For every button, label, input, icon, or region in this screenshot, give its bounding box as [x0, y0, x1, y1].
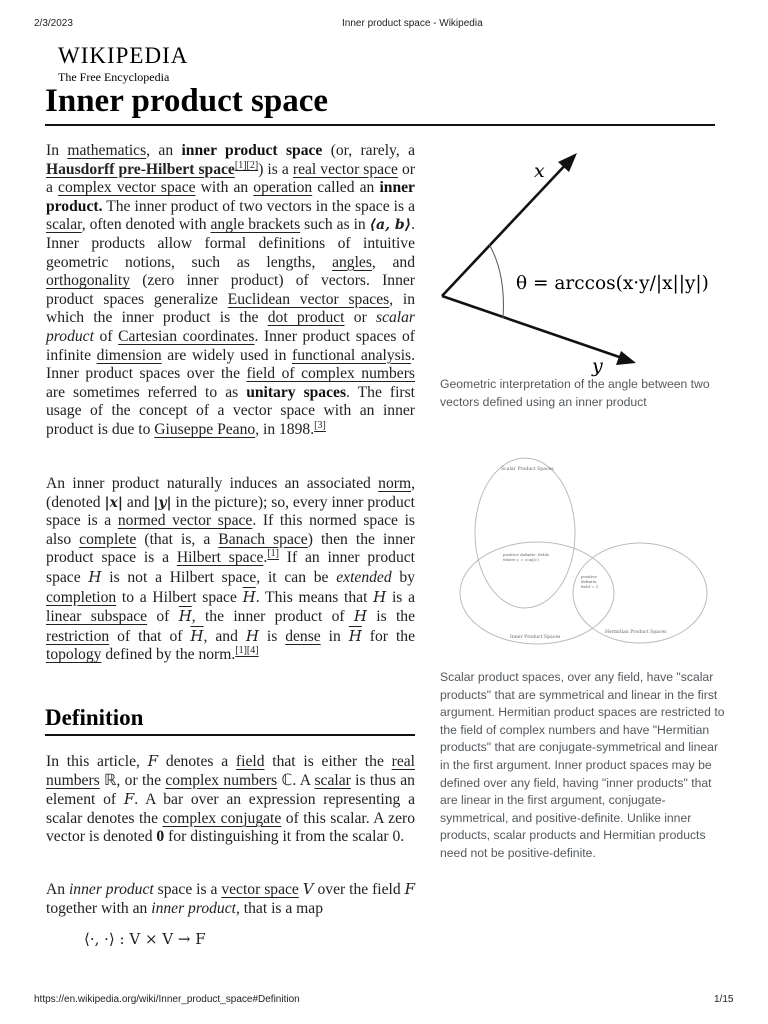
- link-angle-brackets[interactable]: angle brackets: [210, 216, 301, 234]
- vector-y-line: [442, 296, 628, 360]
- intro-paragraph-2: An inner product naturally induces an associated norm, (denoted |x| and |y| in the picture); so, every inner product space is a normed vector space. If this normed space is also complete (that is, a Banach space) then the inner product space is a Hilbert space.[1] If an inner product space H is not a Hilbert space, it can be extended by completion to a Hilbert space $\overline{H}$. This means that H is a linear subspace of $\overline{H}$, the inner product of H is the restriction of that of $\overline{H}$, and H is dense in $\overline{H}$ for the topology defined by the norm.[1][4]: [46, 475, 416, 664]
- label-right-line-3: field = C: [581, 584, 599, 589]
- link-euclidean-vector-spaces[interactable]: Euclidean vector spaces: [227, 290, 390, 308]
- citation-1-4[interactable]: [1][4]: [235, 645, 259, 657]
- label-right-line-1: positive: [581, 574, 597, 579]
- term-inner-product: inner product.: [46, 179, 415, 215]
- print-page-number: 1/15: [714, 994, 734, 1005]
- label-scalar-product-spaces: Scalar Product Spaces: [501, 467, 554, 472]
- link-dot-product[interactable]: dot product: [267, 309, 345, 327]
- link-dimension[interactable]: dimension: [96, 346, 162, 364]
- logo-tagline: The Free Encyclopedia: [58, 70, 170, 84]
- link-hilbert-space[interactable]: Hilbert space: [176, 549, 264, 567]
- logo-wordmark: WIKIPEDIA: [58, 43, 189, 68]
- link-vector-space[interactable]: vector space: [221, 881, 299, 898]
- link-functional-analysis[interactable]: functional analysis: [292, 346, 412, 364]
- link-mathematics[interactable]: mathematics: [67, 142, 147, 159]
- link-field-of-complex-numbers[interactable]: field of complex numbers: [246, 365, 415, 383]
- label-inner-product-spaces: Inner Product Spaces: [510, 635, 561, 640]
- link-complex-conjugate[interactable]: complex conjugate: [162, 809, 282, 827]
- figure-caption-1: Geometric interpretation of the angle between two vectors defined using an inner product: [440, 377, 710, 409]
- vector-y-arrowhead: [616, 351, 636, 365]
- link-real-vector-space[interactable]: real vector space: [292, 160, 398, 178]
- inner-product-map-formula: ⟨·, ·⟩ : V × V → F: [84, 930, 206, 948]
- link-cartesian-coordinates[interactable]: Cartesian coordinates: [118, 327, 255, 345]
- link-real-numbers[interactable]: real numbers: [46, 753, 415, 789]
- link-angles[interactable]: angles: [332, 253, 372, 271]
- label-x: x: [534, 160, 545, 182]
- label-hermitian-product-spaces: Hermitian Product Spaces: [605, 630, 667, 635]
- angle-arc: [489, 244, 503, 318]
- citation-1-2[interactable]: [1][2]: [234, 159, 259, 171]
- product-spaces-venn-diagram[interactable]: [455, 452, 715, 652]
- link-complete[interactable]: complete: [79, 530, 137, 548]
- definition-paragraph-1: In this article, F denotes a field that is either the real numbers ℝ, or the complex numbers ℂ. A scalar is thus an element of F. A bar over an expression representing a scalar denotes the complex conjugate of this scalar. A zero vector is denoted 0 for distinguishing it from the scalar 0.: [46, 752, 415, 846]
- link-banach-space[interactable]: Banach space: [218, 530, 308, 548]
- section-heading-definition: Definition: [45, 705, 144, 730]
- term-unitary-spaces: unitary spaces: [246, 383, 347, 401]
- angle-formula: θ = arccos(x·y/|x||y|): [516, 273, 709, 294]
- label-y: y: [592, 355, 603, 377]
- link-topology[interactable]: topology: [46, 646, 102, 664]
- link-linear-subspace[interactable]: linear subspace: [46, 608, 148, 626]
- definition-paragraph-2: An inner product space is a vector space V over the field F together with an inner product, that is a map: [46, 880, 415, 917]
- link-normed-vector-space[interactable]: normed vector space: [117, 512, 253, 530]
- link-restriction[interactable]: restriction: [46, 627, 110, 645]
- link-operation[interactable]: operation: [253, 179, 313, 197]
- math-angle-ab: ⟨a, b⟩: [369, 217, 412, 234]
- link-complex-numbers[interactable]: complex numbers: [165, 771, 278, 789]
- print-date: 2/3/2023: [34, 18, 73, 29]
- print-url: https://en.wikipedia.org/wiki/Inner_product_space#Definition: [34, 994, 300, 1005]
- link-scalar-2[interactable]: scalar: [314, 771, 351, 789]
- link-orthogonality[interactable]: orthogonality: [46, 272, 131, 290]
- label-center-line-2: where c = conj(c): [503, 557, 539, 562]
- circle-scalar-product-spaces: [475, 458, 575, 608]
- label-right-line-2: definite,: [581, 579, 598, 584]
- citation-3[interactable]: [3]: [314, 419, 326, 431]
- link-scalar[interactable]: scalar: [46, 216, 82, 234]
- label-center-line-1: positive definite, fields: [503, 552, 549, 557]
- print-page-title: Inner product space - Wikipedia: [342, 18, 483, 29]
- term-inner-product-space: inner product space: [181, 142, 323, 159]
- link-dense[interactable]: dense: [285, 627, 321, 645]
- link-hausdorff-pre-hilbert-space[interactable]: Hausdorff pre-Hilbert space: [46, 160, 235, 178]
- page-title: Inner product space: [45, 83, 328, 119]
- link-complex-vector-space[interactable]: complex vector space: [58, 179, 196, 197]
- link-norm[interactable]: norm: [378, 475, 412, 492]
- figure-caption-2: Scalar product spaces, over any field, have "scalar products" that are symmetrical and linear in the first argument. Hermitian product spaces are restricted to the field of complex numbers and have "Hermitian products" that are conjugate-symmetrical and linear in the first argument. Inner product spaces may be defined over any field, having "inner products" that are linear in the first argument, conjugate-symmetrical, and positive-definite. Unlike inner products, scalar products and Hermitian products need not be positive-definite.: [440, 670, 725, 860]
- link-field[interactable]: field: [235, 753, 265, 770]
- angle-interpretation-figure[interactable]: [430, 140, 735, 380]
- link-completion[interactable]: completion: [46, 588, 117, 606]
- section-divider: [45, 734, 415, 736]
- citation-1[interactable]: [1]: [267, 548, 279, 560]
- wikipedia-logo[interactable]: [58, 44, 188, 85]
- link-giuseppe-peano[interactable]: Giuseppe Peano: [154, 420, 256, 438]
- title-divider: [45, 124, 715, 126]
- intro-paragraph-1: In mathematics, an inner product space (or, rarely, a Hausdorff pre-Hilbert space[1][2]) is a real vector space or a complex vector space with an operation called an inner product. The inner product of two vectors in the space is a scalar, often denoted with angle brackets such as in ⟨a, b⟩. Inner products allow formal definitions of intuitive geometric notions, such as lengths, angles, and orthogonality (zero inner product) of vectors. Inner product spaces generalize Euclidean vector spaces, in which the inner product is the dot product or scalar product of Cartesian coordinates. Inner product spaces of infinite dimension are widely used in functional analysis. Inner product spaces over the field of complex numbers are sometimes referred to as unitary spaces. The first usage of the concept of a vector space with an inner product is due to Giuseppe Peano, in 1898.[3]: [46, 142, 416, 438]
